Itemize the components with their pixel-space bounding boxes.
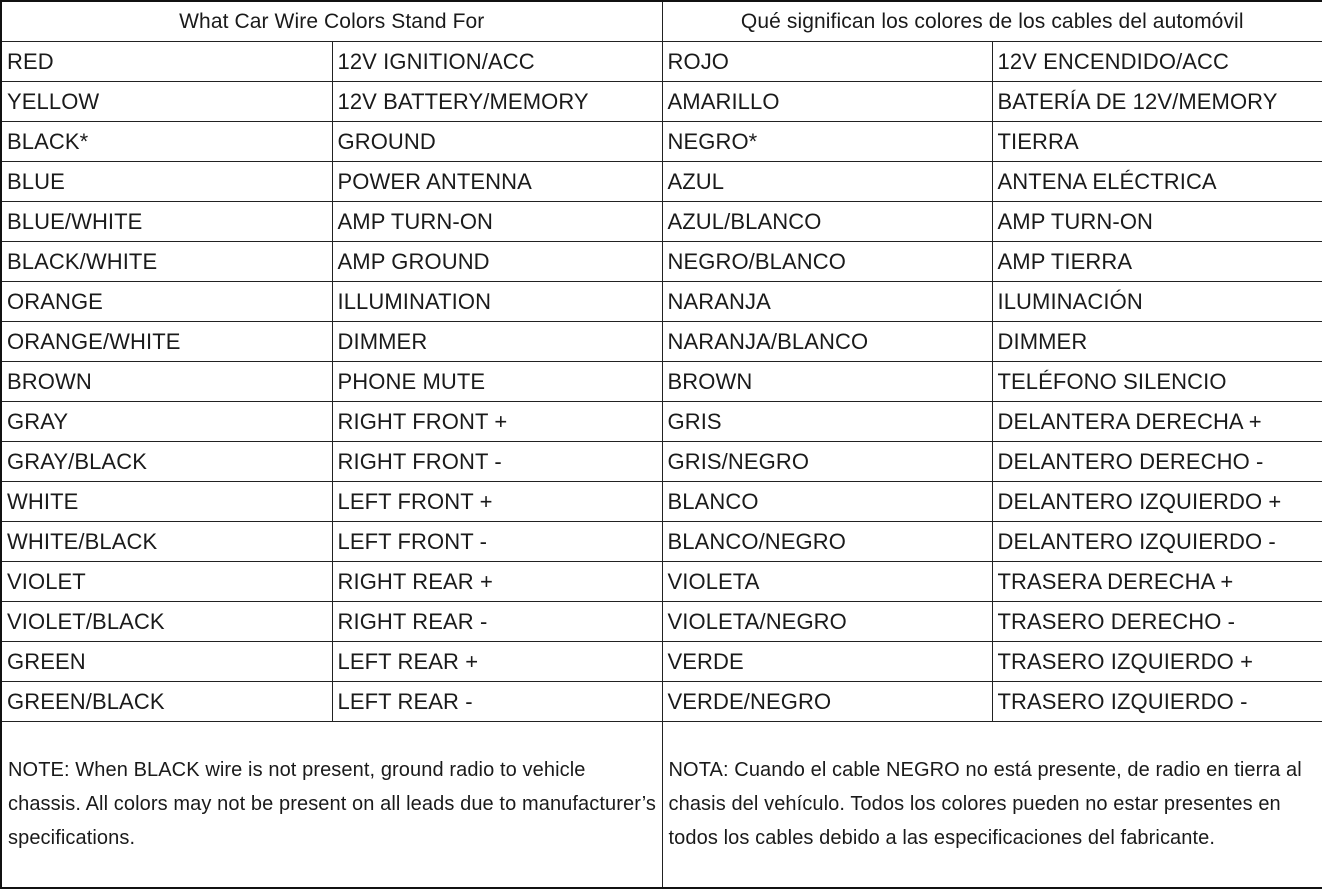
wire-function-es-cell: TRASERA DERECHA + bbox=[992, 562, 1322, 602]
wire-color-es-cell: NEGRO* bbox=[662, 122, 992, 162]
wire-color-es-cell: ROJO bbox=[662, 42, 992, 82]
table-body bbox=[1, 42, 1322, 722]
header-row bbox=[1, 1, 1322, 42]
table-row bbox=[1, 602, 1322, 642]
table-row bbox=[1, 442, 1322, 482]
wire-color-es-cell: NEGRO/BLANCO bbox=[662, 242, 992, 282]
wire-color-es-cell: GRIS bbox=[662, 402, 992, 442]
wire-color-es-cell: VIOLETA/NEGRO bbox=[662, 602, 992, 642]
wire-color-cell: GREEN bbox=[1, 642, 332, 682]
wire-function-es-cell: DIMMER bbox=[992, 322, 1322, 362]
wire-function-es-cell: 12V ENCENDIDO/ACC bbox=[992, 42, 1322, 82]
table-row bbox=[1, 282, 1322, 322]
wire-function-es-cell: AMP TIERRA bbox=[992, 242, 1322, 282]
wire-color-es-cell: VERDE/NEGRO bbox=[662, 682, 992, 722]
wire-color-cell: WHITE bbox=[1, 482, 332, 522]
wire-function-es-cell: DELANTERA DERECHA + bbox=[992, 402, 1322, 442]
table-row bbox=[1, 322, 1322, 362]
wire-function-es-cell: TRASERO IZQUIERDO + bbox=[992, 642, 1322, 682]
wire-color-es-cell: NARANJA/BLANCO bbox=[662, 322, 992, 362]
wire-function-cell: POWER ANTENNA bbox=[332, 162, 662, 202]
table-row bbox=[1, 242, 1322, 282]
wire-function-cell: AMP TURN-ON bbox=[332, 202, 662, 242]
wire-color-cell: BLUE/WHITE bbox=[1, 202, 332, 242]
table-row bbox=[1, 482, 1322, 522]
wire-color-cell: VIOLET bbox=[1, 562, 332, 602]
wire-function-cell: RIGHT FRONT - bbox=[332, 442, 662, 482]
wire-color-es-cell: AZUL bbox=[662, 162, 992, 202]
wire-color-es-cell: VIOLETA bbox=[662, 562, 992, 602]
wire-function-cell: LEFT REAR + bbox=[332, 642, 662, 682]
table-row bbox=[1, 122, 1322, 162]
wire-function-es-cell: DELANTERO IZQUIERDO + bbox=[992, 482, 1322, 522]
wire-color-es-cell: VERDE bbox=[662, 642, 992, 682]
table-row bbox=[1, 162, 1322, 202]
wire-color-cell: GRAY/BLACK bbox=[1, 442, 332, 482]
wire-color-es-cell: BROWN bbox=[662, 362, 992, 402]
wire-function-cell: RIGHT FRONT + bbox=[332, 402, 662, 442]
wire-function-cell: 12V BATTERY/MEMORY bbox=[332, 82, 662, 122]
wire-function-cell: ILLUMINATION bbox=[332, 282, 662, 322]
note-row bbox=[1, 722, 1322, 888]
wire-function-es-cell: TIERRA bbox=[992, 122, 1322, 162]
wire-function-es-cell: AMP TURN-ON bbox=[992, 202, 1322, 242]
wire-color-es-cell: BLANCO bbox=[662, 482, 992, 522]
wire-color-cell: GREEN/BLACK bbox=[1, 682, 332, 722]
table-row bbox=[1, 362, 1322, 402]
table-row bbox=[1, 522, 1322, 562]
wire-function-es-cell: TRASERO DERECHO - bbox=[992, 602, 1322, 642]
table-row bbox=[1, 562, 1322, 602]
wire-function-cell: LEFT FRONT + bbox=[332, 482, 662, 522]
wire-function-cell: DIMMER bbox=[332, 322, 662, 362]
english-note: NOTE: When BLACK wire is not present, ground radio to vehicle chassis. All colors may not be present on all leads due to manufacturer’s specifications. bbox=[1, 722, 662, 888]
wire-function-cell: LEFT FRONT - bbox=[332, 522, 662, 562]
wire-color-cell: BLACK* bbox=[1, 122, 332, 162]
wire-color-es-cell: NARANJA bbox=[662, 282, 992, 322]
wire-function-es-cell: DELANTERO IZQUIERDO - bbox=[992, 522, 1322, 562]
wire-function-es-cell: ILUMINACIÓN bbox=[992, 282, 1322, 322]
wire-function-cell: LEFT REAR - bbox=[332, 682, 662, 722]
table-row bbox=[1, 82, 1322, 122]
table-row bbox=[1, 682, 1322, 722]
wire-color-cell: ORANGE bbox=[1, 282, 332, 322]
wire-function-es-cell: TELÉFONO SILENCIO bbox=[992, 362, 1322, 402]
wire-color-es-cell: AZUL/BLANCO bbox=[662, 202, 992, 242]
wire-color-cell: WHITE/BLACK bbox=[1, 522, 332, 562]
wire-color-cell: BLACK/WHITE bbox=[1, 242, 332, 282]
table-row bbox=[1, 202, 1322, 242]
wire-function-es-cell: BATERÍA DE 12V/MEMORY bbox=[992, 82, 1322, 122]
wire-function-cell: RIGHT REAR - bbox=[332, 602, 662, 642]
wire-function-cell: AMP GROUND bbox=[332, 242, 662, 282]
wire-color-cell: ORANGE/WHITE bbox=[1, 322, 332, 362]
spanish-header: Qué significan los colores de los cables del automóvil bbox=[662, 1, 1322, 42]
wire-color-cell: VIOLET/BLACK bbox=[1, 602, 332, 642]
wire-color-es-cell: BLANCO/NEGRO bbox=[662, 522, 992, 562]
wire-color-es-cell: GRIS/NEGRO bbox=[662, 442, 992, 482]
wire-color-cell: RED bbox=[1, 42, 332, 82]
wire-color-cell: GRAY bbox=[1, 402, 332, 442]
wire-function-cell: RIGHT REAR + bbox=[332, 562, 662, 602]
wire-color-cell: BLUE bbox=[1, 162, 332, 202]
wire-function-cell: PHONE MUTE bbox=[332, 362, 662, 402]
wire-function-es-cell: TRASERO IZQUIERDO - bbox=[992, 682, 1322, 722]
wire-function-cell: 12V IGNITION/ACC bbox=[332, 42, 662, 82]
spanish-note: NOTA: Cuando el cable NEGRO no está presente, de radio en tierra al chasis del vehículo. Todos los colores pueden no estar presentes en todos los cables debido a las especificaciones del fabricante. bbox=[662, 722, 1322, 888]
table-row bbox=[1, 42, 1322, 82]
table-row bbox=[1, 402, 1322, 442]
wire-function-es-cell: DELANTERO DERECHO - bbox=[992, 442, 1322, 482]
wire-color-cell: YELLOW bbox=[1, 82, 332, 122]
table-row bbox=[1, 642, 1322, 682]
english-header: What Car Wire Colors Stand For bbox=[1, 1, 662, 42]
wire-color-cell: BROWN bbox=[1, 362, 332, 402]
wire-color-es-cell: AMARILLO bbox=[662, 82, 992, 122]
wire-function-es-cell: ANTENA ELÉCTRICA bbox=[992, 162, 1322, 202]
wire-function-cell: GROUND bbox=[332, 122, 662, 162]
